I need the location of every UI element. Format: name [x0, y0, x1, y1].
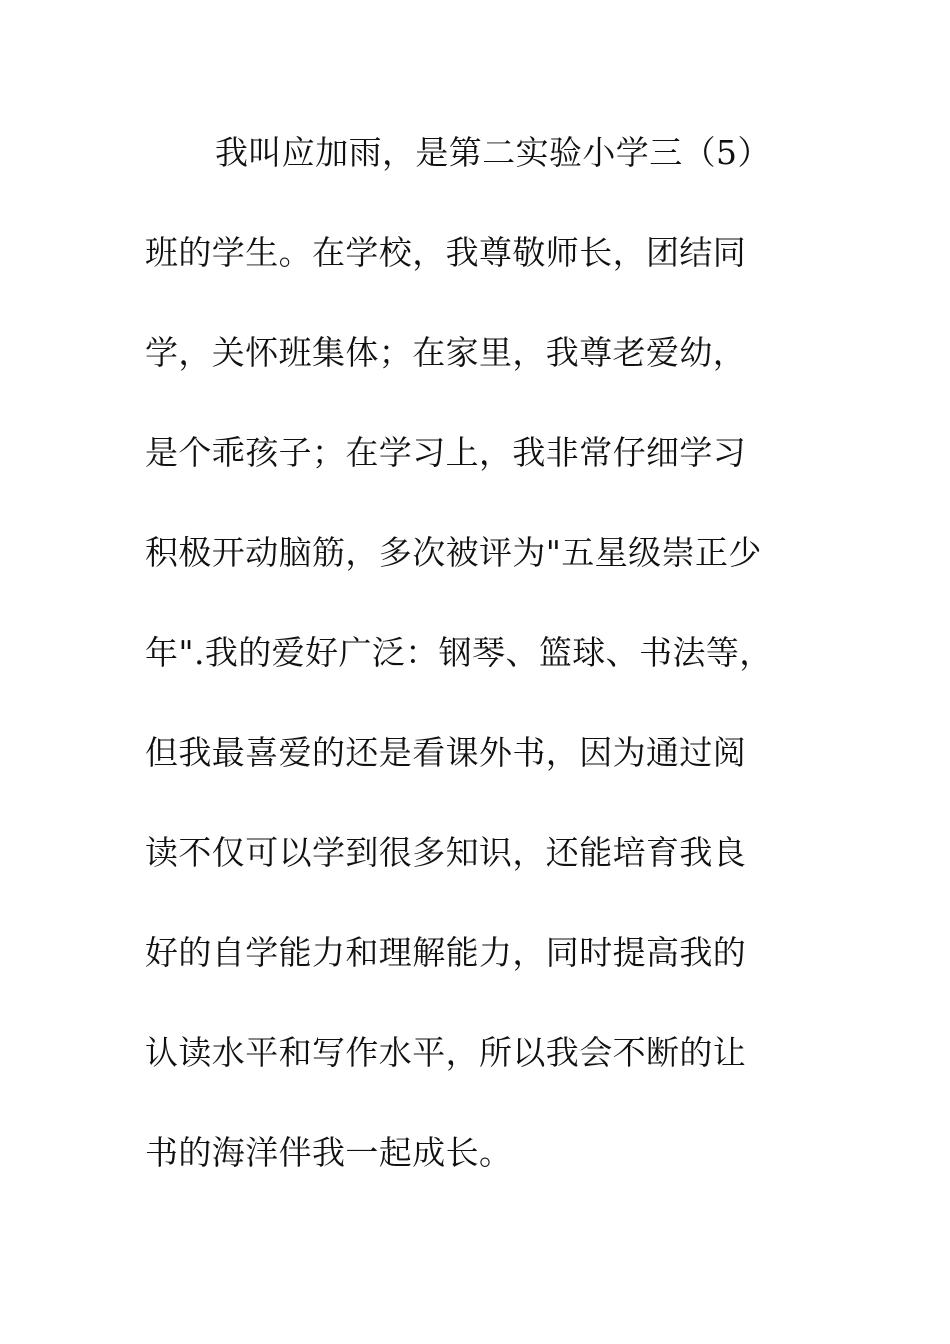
paragraph-line-8: 读不仅可以学到很多知识，还能培育我良: [145, 833, 747, 872]
paragraph-line-7: 但我最喜爱的还是看课外书，因为通过阅: [145, 733, 747, 772]
paragraph-line-1: 我叫应加雨，是第二实验小学三（5）: [215, 133, 771, 172]
paragraph-line-11: 书的海洋伴我一起成长。: [145, 1133, 513, 1172]
paragraph-line-9: 好的自学能力和理解能力，同时提高我的: [145, 933, 747, 972]
paragraph-line-10: 认读水平和写作水平，所以我会不断的让: [145, 1033, 747, 1072]
paragraph-line-5: 积极开动脑筋，多次被评为"五星级崇正少: [145, 533, 762, 572]
paragraph-line-6: 年".我的爱好广泛：钢琴、篮球、书法等，: [145, 633, 773, 672]
paragraph-line-3: 学，关怀班集体；在家里，我尊老爱幼，: [145, 333, 747, 372]
paragraph-line-2: 班的学生。在学校，我尊敬师长，团结同: [145, 233, 747, 272]
paragraph-line-4: 是个乖孩子；在学习上，我非常仔细学习: [145, 433, 747, 472]
